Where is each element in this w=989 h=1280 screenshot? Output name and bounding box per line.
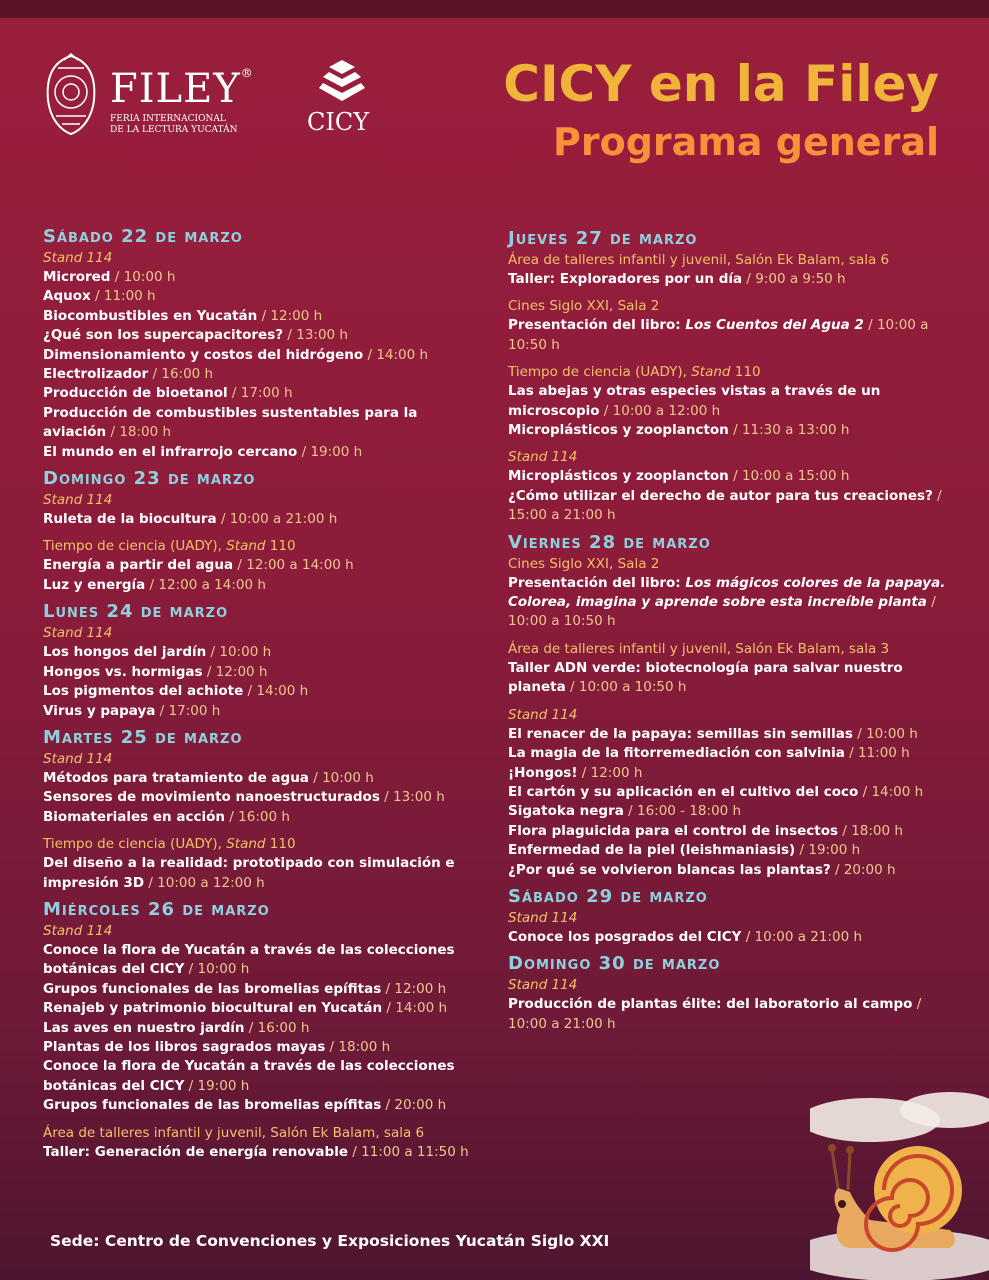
venue-label-end: 110 (730, 364, 761, 381)
event-item (43, 769, 483, 788)
venue-label-italic: Stand (691, 364, 731, 381)
day-section (43, 226, 483, 462)
venue-block (508, 555, 953, 632)
day-title: Sábado 22 de marzo (43, 226, 243, 247)
venue-name (508, 555, 953, 574)
event-separator: / (184, 1077, 198, 1094)
event-item (508, 995, 953, 1034)
day-section (508, 532, 953, 880)
event-item (508, 783, 953, 802)
event-separator: / (227, 385, 241, 402)
venue-name (508, 251, 953, 270)
venue-label: Tiempo de ciencia (UADY), (508, 364, 692, 381)
event-time: 17:00 h (168, 702, 221, 719)
event-time: 14:00 h (395, 1000, 448, 1017)
event-time: 12:00 a 14:00 h (246, 557, 354, 574)
venue-label: Stand 114 (43, 250, 113, 266)
event-separator: / (216, 511, 230, 528)
event-time: 11:00 h (103, 288, 156, 305)
event-item (43, 1019, 483, 1038)
event-item (508, 487, 953, 526)
event-title: La magia de la fitorremediación con salvinia (508, 745, 845, 762)
event-time: 10:00 h (322, 769, 374, 786)
venue-name (43, 491, 483, 510)
event-item (43, 326, 483, 345)
event-item (43, 663, 483, 682)
event-item (43, 307, 483, 326)
venue-name (43, 249, 483, 268)
event-separator: / (382, 1000, 396, 1017)
event-separator: / (257, 307, 271, 324)
event-item (508, 822, 953, 841)
event-item (508, 316, 953, 355)
event-separator: / (728, 422, 742, 439)
venue-label: Cines Siglo XXI, Sala 2 (508, 298, 660, 315)
venue-label: Stand 114 (508, 706, 578, 723)
venue-label: Área de talleres infantil y juvenil, Salón Ek Balam, sala 6 (43, 1124, 425, 1141)
venue-name (508, 363, 953, 382)
event-separator: / (381, 1097, 395, 1114)
event-separator: / (830, 861, 844, 878)
event-title: Los pigmentos del achiote (43, 683, 244, 700)
event-time: 16:00 h (161, 366, 214, 383)
event-title: Producción de bioetanol (43, 385, 228, 402)
day-title: Domingo 30 de marzo (508, 953, 721, 975)
schedule-right-column (508, 222, 953, 1034)
event-title: Flora plaguicida para el control de insectos (508, 822, 839, 839)
event-title: Presentación del libro: (508, 574, 686, 591)
event-time: 19:00 h (808, 842, 861, 859)
event-time: 10:00 a 10:50 h (508, 317, 929, 353)
event-time: 10:00 h (197, 961, 250, 978)
event-separator: / (148, 366, 162, 383)
venue-block (43, 922, 483, 1116)
event-title: El renacer de la papaya: semillas sin semillas (508, 725, 853, 742)
cicy-wordmark: CICY (307, 108, 370, 136)
event-title: Electrolizador (43, 366, 149, 383)
day-title: Lunes 24 de marzo (43, 601, 229, 623)
event-time: 10:00 a 10:50 h (508, 613, 616, 630)
event-separator: / (912, 996, 922, 1013)
venue-label: Cines Siglo XXI, Sala 2 (508, 555, 660, 572)
day-title: Jueves 27 de marzo (508, 228, 698, 249)
event-item (43, 1057, 483, 1096)
event-title: Dimensionamiento y costos del hidrógeno (43, 346, 364, 363)
venue-name (508, 706, 953, 725)
venue-block (508, 448, 953, 525)
event-time: 20:00 h (843, 861, 896, 878)
event-title: Taller: Exploradores por un día (508, 271, 743, 287)
venue-block (43, 750, 483, 827)
event-item (43, 268, 483, 287)
venue-name (508, 640, 953, 659)
event-title: Las abejas y otras especies vistas a través de un microscopio (508, 383, 881, 419)
event-time: 12:00 h (215, 663, 268, 680)
event-time: 19:00 h (197, 1077, 250, 1094)
venue-block (508, 706, 953, 880)
event-item (508, 744, 953, 763)
event-time: 10:00 a 21:00 h (754, 928, 863, 945)
venue-name (43, 750, 483, 769)
event-item (508, 421, 953, 440)
event-separator: / (206, 644, 220, 661)
event-item (508, 861, 953, 880)
venue-label: Tiempo de ciencia (UADY), (43, 836, 227, 853)
event-time: 12:00 h (394, 980, 447, 997)
event-time: 11:00 h (857, 745, 910, 762)
event-separator: / (728, 468, 742, 485)
event-time: 12:00 h (590, 764, 643, 781)
day-title: Sábado 29 de marzo (508, 885, 708, 907)
event-separator: / (577, 764, 591, 781)
event-separator: / (225, 808, 239, 825)
venue-footer: Sede: Centro de Convenciones y Exposiciones Yucatán Siglo XXI (50, 1232, 610, 1250)
event-title: Enfermedad de la piel (leishmaniasis) (508, 842, 796, 859)
venue-label: Área de talleres infantil y juvenil, Salón Ek Balam, sala 6 (508, 252, 890, 268)
event-separator: / (379, 789, 393, 806)
page-subtitle: Programa general (553, 120, 939, 164)
event-time: 11:30 a 13:00 h (741, 422, 850, 439)
event-time: 13:00 h (296, 327, 348, 344)
event-title: Producción de plantas élite: del laboratorio al campo (508, 996, 913, 1013)
event-item (508, 574, 953, 632)
venue-name (508, 448, 953, 467)
event-title: ¿Qué son los supercapacitores? (43, 327, 284, 344)
event-title: Energía a partir del agua (43, 557, 234, 574)
event-time: 16:00 - 18:00 h (636, 803, 742, 820)
event-time: 19:00 h (310, 443, 363, 460)
venue-name (43, 835, 483, 854)
day-section (43, 727, 483, 893)
day-section (508, 953, 953, 1034)
event-time: 10:00 a 12:00 h (612, 402, 721, 419)
venue-label-end: 110 (265, 538, 296, 555)
event-title-italic: Los Cuentos del Agua 2 (685, 317, 864, 334)
venue-label-end: 110 (265, 836, 296, 853)
venue-block (508, 251, 953, 289)
event-title: Biocombustibles en Yucatán (43, 307, 258, 324)
event-title-italic: Los mágicos colores de la papaya. Colorea, imagina y aprende sobre esta increíble planta (508, 574, 946, 611)
venue-label: Stand 114 (508, 977, 578, 994)
venue-name (43, 1124, 483, 1143)
event-item (43, 576, 483, 595)
filey-wordmark: FILEY® (110, 66, 254, 112)
event-separator: / (741, 928, 755, 945)
event-title: Virus y papaya (43, 702, 156, 719)
event-item (508, 659, 953, 698)
venue-block (43, 624, 483, 721)
event-time: 14:00 h (871, 783, 924, 800)
event-separator: / (348, 1143, 362, 1160)
cicy-mark-icon (317, 58, 367, 108)
event-title: Conoce los posgrados del CICY (508, 928, 742, 945)
event-title: Microplásticos y zooplancton (508, 422, 729, 439)
event-title: Plantas de los libros sagrados mayas (43, 1038, 326, 1055)
event-item (43, 941, 483, 980)
venue-label-italic: Stand (226, 836, 266, 853)
venue-block (508, 297, 953, 355)
venue-name (43, 624, 483, 643)
event-item (43, 384, 483, 403)
event-separator: / (838, 822, 852, 839)
event-item (43, 999, 483, 1018)
event-separator: / (844, 745, 858, 762)
event-time: 16:00 h (257, 1019, 310, 1036)
event-item (43, 980, 483, 999)
event-item (43, 556, 483, 575)
event-title: El cartón y su aplicación en el cultivo del coco (508, 783, 859, 800)
event-separator: / (297, 443, 311, 460)
event-separator: / (852, 725, 867, 742)
event-separator: / (325, 1038, 339, 1055)
event-separator: / (106, 424, 120, 441)
event-item (43, 1096, 483, 1115)
event-item (43, 643, 483, 662)
event-separator: / (932, 487, 942, 504)
cicy-logo (305, 58, 385, 138)
event-time: 9:00 a 9:50 h (755, 271, 846, 287)
event-time: 10:00 a 15:00 h (741, 468, 850, 485)
event-separator: / (110, 269, 124, 285)
event-separator: / (795, 842, 809, 859)
event-title: Del diseño a la realidad: prototipado con simulación e impresión 3D (43, 855, 455, 891)
event-time: 12:00 h (270, 307, 323, 324)
venue-block (43, 249, 483, 462)
event-item (43, 788, 483, 807)
event-item (43, 682, 483, 701)
event-time: 12:00 a 14:00 h (158, 576, 266, 593)
venue-name (43, 537, 483, 556)
day-section (43, 899, 483, 1162)
event-separator: / (233, 557, 247, 574)
filey-subtitle: FERIA INTERNACIONAL DE LA LECTURA YUCATÁN (110, 114, 238, 135)
event-item (43, 1143, 483, 1162)
event-item (508, 270, 953, 289)
event-item (508, 764, 953, 783)
venue-block (508, 640, 953, 698)
day-title: Miércoles 26 de marzo (43, 898, 270, 920)
event-time: 10:00 a 21:00 h (229, 511, 338, 528)
event-time: 11:00 a 11:50 h (361, 1143, 469, 1160)
event-separator: / (363, 346, 377, 363)
venue-block (43, 537, 483, 595)
event-separator: / (155, 702, 169, 719)
event-title: Grupos funcionales de las bromelias epífitas (43, 980, 382, 997)
event-separator: / (145, 576, 159, 593)
event-time: 14:00 h (376, 346, 429, 363)
event-separator: / (144, 874, 158, 891)
event-time: 14:00 h (256, 683, 309, 700)
event-time: 18:00 h (119, 424, 172, 441)
filey-logo (40, 52, 254, 142)
event-title: ¿Por qué se volvieron blancas las plantas? (508, 861, 831, 878)
venue-label: Stand 114 (43, 750, 113, 767)
venue-label: Stand 114 (43, 922, 113, 939)
event-item (508, 467, 953, 486)
event-title: Las aves en nuestro jardín (43, 1019, 245, 1036)
event-item (508, 382, 953, 421)
venue-label: Stand 114 (43, 492, 113, 509)
venue-block (43, 491, 483, 529)
venue-block (43, 835, 483, 893)
event-separator: / (926, 594, 936, 611)
day-section (508, 228, 953, 526)
snail-illustration-icon (810, 1080, 989, 1280)
event-title: ¿Cómo utilizar el derecho de autor para tus creaciones? (508, 487, 933, 504)
venue-label-italic: Stand (226, 538, 266, 555)
venue-block (43, 1124, 483, 1162)
event-item (43, 854, 483, 893)
event-time: 18:00 h (851, 822, 903, 839)
event-separator: / (599, 402, 613, 419)
event-separator: / (623, 803, 637, 820)
event-item (508, 802, 953, 821)
event-title: Taller: Generación de energía renovable (43, 1143, 348, 1160)
event-title: Producción de combustibles sustentables para la aviación (43, 404, 418, 441)
event-title: Grupos funcionales de las bromelias epífitas (43, 1097, 382, 1114)
event-time: 16:00 h (238, 808, 290, 825)
event-separator: / (858, 783, 872, 800)
event-item (43, 287, 483, 306)
event-title: El mundo en el infrarrojo cercano (43, 443, 298, 460)
day-title: Viernes 28 de marzo (508, 531, 711, 553)
venue-label: Stand 114 (508, 449, 578, 466)
event-title: Presentación del libro: (508, 317, 686, 334)
event-separator: / (90, 288, 104, 305)
event-separator: / (184, 961, 198, 978)
venue-name (508, 976, 953, 995)
event-time: 13:00 h (393, 789, 445, 806)
event-item (43, 1038, 483, 1057)
yucatan-seal-icon (40, 52, 102, 136)
event-title: Métodos para tratamiento de agua (43, 769, 309, 786)
day-section (508, 886, 953, 947)
venue-label: Stand 114 (508, 909, 578, 926)
venue-label: Stand 114 (43, 625, 113, 642)
event-time: 20:00 h (394, 1097, 447, 1114)
event-item (43, 510, 483, 529)
event-separator: / (283, 327, 297, 344)
venue-label: Área de talleres infantil y juvenil, Salón Ek Balam, sala 3 (508, 640, 890, 657)
event-title: Los hongos del jardín (43, 644, 207, 661)
event-time: 10:00 h (123, 269, 176, 285)
event-title: Hongos vs. hormigas (43, 663, 203, 680)
event-title: Microplásticos y zooplancton (508, 468, 729, 485)
event-title: Renajeb y patrimonio biocultural en Yucatán (43, 1000, 383, 1017)
event-time: 10:00 a 10:50 h (578, 679, 687, 696)
event-separator: / (244, 1019, 258, 1036)
event-title: Conoce la flora de Yucatán a través de las colecciones botánicas del CICY (43, 1058, 455, 1094)
event-item (508, 841, 953, 860)
event-title: Aquox (43, 288, 91, 305)
event-separator: / (565, 679, 579, 696)
venue-block (508, 976, 953, 1034)
event-item (43, 443, 483, 462)
event-title: ¡Hongos! (508, 764, 578, 781)
event-time: 15:00 a 21:00 h (508, 507, 616, 524)
event-separator: / (243, 683, 257, 700)
venue-name (43, 922, 483, 941)
venue-name (508, 909, 953, 928)
venue-block (508, 363, 953, 440)
event-item (43, 702, 483, 721)
event-separator: / (863, 317, 877, 334)
venue-block (508, 909, 953, 947)
event-separator: / (742, 271, 756, 287)
event-title: Sigatoka negra (508, 803, 624, 820)
top-band (0, 0, 989, 18)
day-section (43, 468, 483, 595)
event-separator: / (202, 663, 216, 680)
day-title: Martes 25 de marzo (43, 726, 243, 748)
day-section (43, 601, 483, 721)
event-time: 17:00 h (240, 385, 293, 402)
event-title: Biomateriales en acción (43, 808, 225, 825)
event-separator: / (381, 980, 395, 997)
event-time: 18:00 h (338, 1038, 391, 1055)
venue-name (508, 297, 953, 316)
event-title: Taller ADN verde: biotecnología para salvar nuestro planeta (508, 659, 903, 696)
event-time: 10:00 h (219, 644, 272, 661)
event-title: Conoce la flora de Yucatán a través de las colecciones botánicas del CICY (43, 941, 455, 978)
venue-label: Tiempo de ciencia (UADY), (43, 538, 227, 555)
event-title: Sensores de movimiento nanoestructurados (43, 789, 380, 806)
event-title: Luz y energía (43, 576, 146, 593)
event-item (508, 725, 953, 744)
event-title: Microred (43, 269, 111, 285)
event-title: Ruleta de la biocultura (43, 511, 217, 528)
event-time: 10:00 h (866, 725, 918, 742)
day-title: Domingo 23 de marzo (43, 468, 256, 490)
event-item (43, 404, 483, 443)
event-item (508, 928, 953, 947)
schedule-left-column (43, 220, 483, 1162)
event-item (43, 346, 483, 365)
event-time: 10:00 a 21:00 h (508, 1015, 616, 1032)
event-item (43, 808, 483, 827)
page-title: CICY en la Filey (503, 55, 939, 113)
event-separator: / (308, 769, 323, 786)
event-item (43, 365, 483, 384)
event-time: 10:00 a 12:00 h (157, 874, 265, 891)
